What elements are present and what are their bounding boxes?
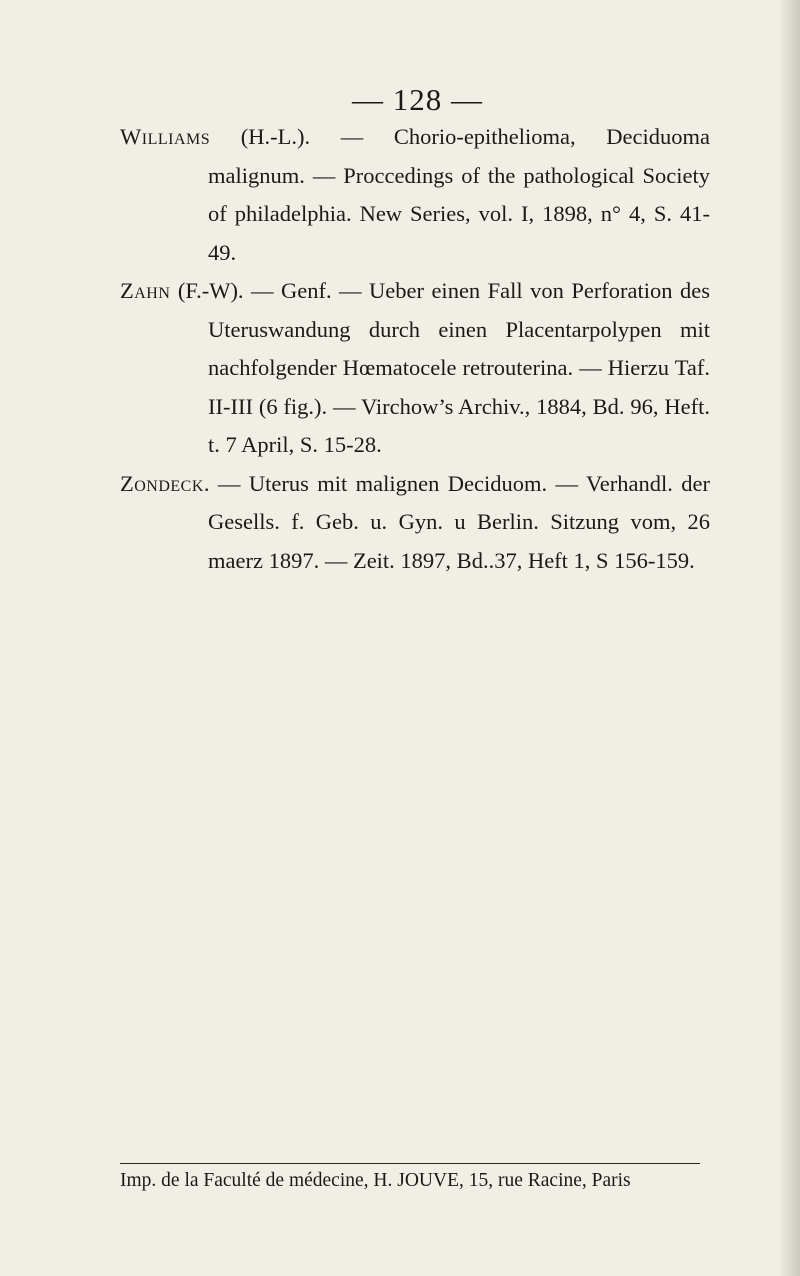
entry-text: (H.-L.). — Chorio-epithelioma, Deciduoma malignum. — Proccedings of the pathological Society of philadelphia. New Series, vol. I, 1898, n° 4, S. 41-49. (208, 124, 710, 265)
entry-text: . — Uterus mit malignen Deciduom. — Verhandl. der Gesells. f. Geb. u. Gyn. u Berlin. Sitzung vom, 26 maerz 1897. — Zeit. 1897, Bd..37, Heft 1, S 156-159. (203, 470, 710, 573)
page-edge-shadow (778, 0, 800, 1276)
page-number: — 128 — (352, 82, 483, 117)
author-name: Williams (120, 124, 211, 149)
author-name: Zondeck (120, 470, 204, 496)
bibliography-entry-zahn (120, 272, 710, 465)
bibliography-entry-williams (120, 118, 710, 272)
printer-imprint: Imp. de la Faculté de médecine, H. JOUVE, 15, rue Racine, Paris (120, 1170, 631, 1191)
footer-rule (120, 1163, 700, 1164)
entry-text: (F.-W). — Genf. — Ueber einen Fall von Perforation des Uteruswandung durch einen Placentarpolypen mit nachfolgender Hœmatocele retrouterina. — Hierzu Taf. II-III (6 fig.). — Virchow’s Archiv., 1884, Bd. 96, Heft. t. 7 April, S. 15-28. (170, 278, 710, 457)
bibliography-entry-zondeck (120, 465, 710, 581)
author-name: Zahn (120, 278, 171, 303)
bibliography-list (120, 118, 710, 580)
